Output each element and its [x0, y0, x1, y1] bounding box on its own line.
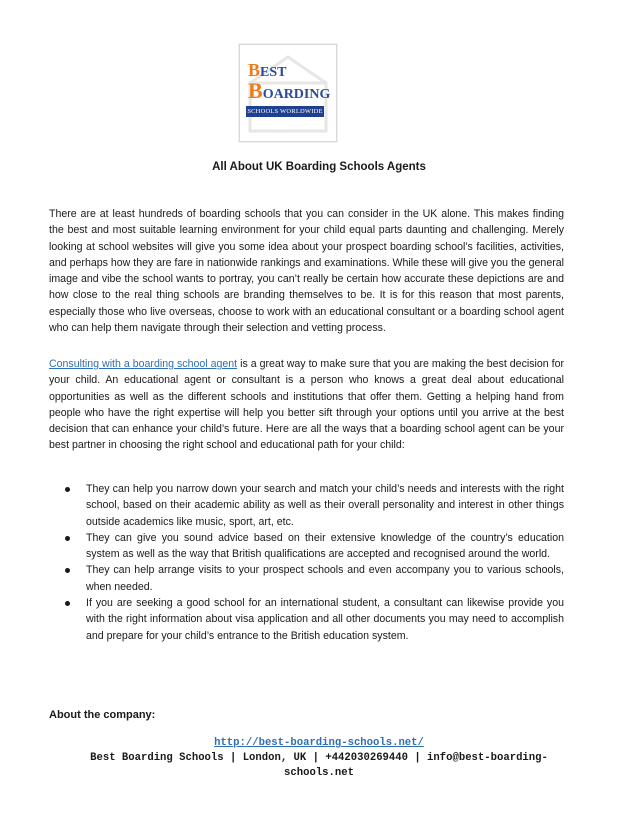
list-item-text: They can help you narrow down your search and match your child’s needs and interests with the right school, based on their academic ability as well as their overall personality and interest in other things outside academics like music, sport, art, etc.: [86, 483, 564, 528]
bullet-icon: [65, 487, 70, 492]
footer: [80, 736, 558, 781]
logo-boarding-text: [248, 78, 331, 105]
logo-best-rest: EST: [260, 65, 287, 80]
footer-contact: Best Boarding Schools | London, UK | +442030269440 | info@best-boarding-schools.net: [90, 752, 548, 779]
about-heading: About the company:: [49, 709, 156, 721]
footer-website-link[interactable]: http://best-boarding-schools.net/: [214, 737, 424, 749]
company-logo: [239, 44, 337, 142]
bullet-icon: [65, 568, 70, 573]
logo-boarding-rest: OARDING: [262, 87, 331, 102]
list-item: [49, 481, 564, 530]
document-title: All About UK Boarding Schools Agents: [212, 161, 426, 173]
list-item: [49, 530, 564, 563]
paragraph-intro: There are at least hundreds of boarding schools that you can consider in the UK alone. This makes finding the best and most suitable learning environment for your child equal parts daunting and challenging. Merely looking at school websites will give you some idea about your prospect boarding school’s facilities, activities, and perhaps how they are fare in nationwide rankings and examinations. While these will give you the general image and vibe the school wants to portray, you can’t really be certain how accurate these depictions are and how close to the real thing schools are branding themselves to be. It is for this reason that most parents, especially those who live overseas, choose to work with an educational consultant or a boarding school agent who can help them navigate through their selection and vetting process.: [49, 208, 564, 335]
logo-best-initial: B: [248, 60, 261, 80]
list-item: [49, 562, 564, 595]
list-item: [49, 595, 564, 644]
bullet-icon: [65, 536, 70, 541]
list-item-text: They can give you sound advice based on their extensive knowledge of the country’s education system as well as the way that British qualifications are accepted and recognised around the world.: [86, 531, 564, 561]
logo-tagline: SCHOOLS WORLDWIDE: [247, 108, 323, 115]
bullet-icon: [65, 601, 70, 606]
consulting-link[interactable]: Consulting with a boarding school agent: [49, 358, 238, 370]
list-item-text: If you are seeking a good school for an international student, a consultant can likewise provide you with the right information about visa application and all other documents you may need to accomplish and prepare for your child’s entrance to the British education system.: [86, 597, 564, 642]
logo-boarding-initial: B: [248, 78, 263, 103]
paragraph-consulting: [49, 356, 564, 454]
list-item-text: They can help arrange visits to your prospect schools and even accompany you to various schools, when needed.: [86, 564, 564, 593]
benefits-list: [49, 481, 564, 644]
paragraph-consulting-text: is a great way to make sure that you are making the best decision for your child. An educational agent or consultant is a person who knows a great deal about educational opportunities as well as the different schools and institutions that offer them. Getting a helping hand from people who have the right expertise will help you better sift through your options until you arrive at the best decision that can enhance your child’s future. Here are all the ways that a boarding school agent can be your best partner in choosing the right school and educational path for your child:: [49, 358, 565, 452]
